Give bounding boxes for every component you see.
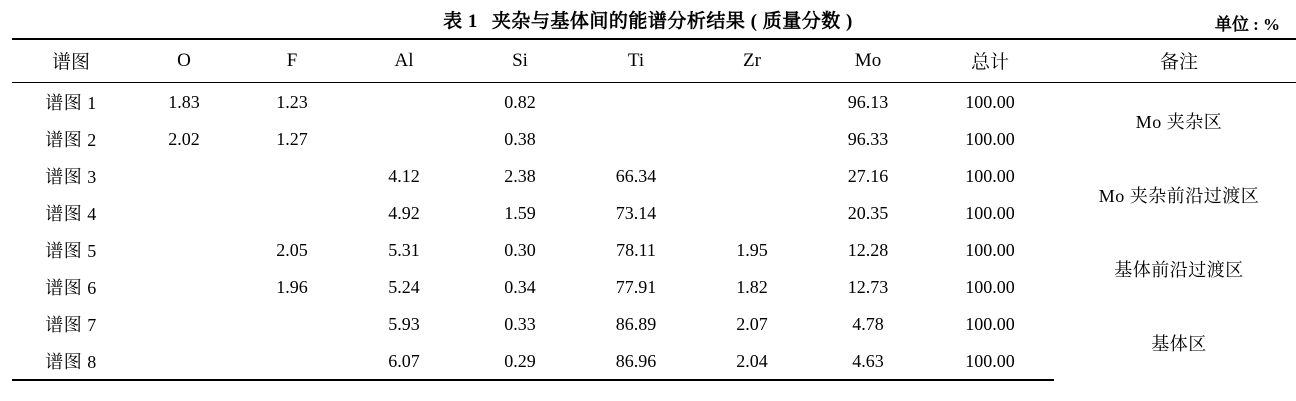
cell-ti bbox=[578, 83, 694, 121]
cell-f: 1.27 bbox=[276, 128, 308, 149]
cell-zr: 2.04 bbox=[694, 342, 810, 380]
cell-f: 1.96 bbox=[276, 276, 308, 297]
cell-al: 5.24 bbox=[388, 276, 420, 297]
cell-note: 基体区 bbox=[1151, 334, 1207, 354]
cell-al: 4.12 bbox=[388, 165, 420, 186]
cell-name: 谱图 8 bbox=[12, 342, 130, 380]
cell-total: 100.00 bbox=[965, 276, 1015, 297]
col-header-total: 总计 bbox=[926, 39, 1054, 83]
cell-o bbox=[130, 268, 238, 305]
cell-al: 4.92 bbox=[388, 202, 420, 223]
col-header-ti: Ti bbox=[578, 39, 694, 83]
col-header-zr: Zr bbox=[694, 39, 810, 83]
table-title: 夹杂与基体间的能谱分析结果 ( 质量分数 ) bbox=[491, 11, 853, 32]
cell-o bbox=[130, 305, 238, 342]
col-header-name: 谱图 bbox=[12, 39, 130, 83]
cell-zr bbox=[694, 194, 810, 231]
cell-name: 谱图 6 bbox=[45, 278, 97, 298]
cell-total: 100.00 bbox=[965, 128, 1015, 149]
cell-f: 2.05 bbox=[276, 239, 308, 260]
cell-ti bbox=[578, 120, 694, 157]
cell-ti: 66.34 bbox=[615, 165, 657, 186]
cell-o bbox=[130, 231, 238, 268]
col-header-note: 备注 bbox=[1054, 39, 1296, 83]
table-row bbox=[12, 83, 1296, 121]
cell-f bbox=[238, 157, 346, 194]
cell-total: 100.00 bbox=[965, 239, 1015, 260]
cell-si: 0.33 bbox=[504, 313, 536, 334]
table-number: 表 1 bbox=[443, 11, 478, 32]
cell-note: 基体前沿过渡区 bbox=[1114, 259, 1244, 280]
cell-zr: 1.82 bbox=[736, 276, 768, 297]
cell-al bbox=[346, 120, 462, 157]
cell-name: 谱图 2 bbox=[45, 130, 97, 150]
cell-mo: 96.13 bbox=[847, 91, 889, 112]
cell-o: 2.02 bbox=[168, 128, 200, 149]
table-header bbox=[12, 39, 1296, 83]
cell-zr bbox=[694, 120, 810, 157]
cell-zr: 1.95 bbox=[736, 239, 768, 260]
cell-o bbox=[130, 342, 238, 380]
cell-zr bbox=[694, 157, 810, 194]
cell-f: 1.23 bbox=[276, 91, 308, 112]
table-row bbox=[12, 305, 1296, 342]
cell-mo: 4.78 bbox=[852, 313, 884, 334]
cell-si: 0.30 bbox=[504, 239, 536, 260]
cell-mo: 12.73 bbox=[847, 276, 889, 297]
cell-total: 100.00 bbox=[965, 91, 1015, 112]
cell-zr bbox=[694, 83, 810, 121]
cell-o bbox=[130, 157, 238, 194]
table-unit-label: 单位 : % bbox=[1214, 15, 1280, 34]
col-header-al: Al bbox=[346, 39, 462, 83]
cell-mo: 4.63 bbox=[810, 342, 926, 380]
cell-si: 0.82 bbox=[504, 91, 536, 112]
cell-name: 谱图 3 bbox=[45, 167, 97, 187]
col-header-si: Si bbox=[462, 39, 578, 83]
cell-total: 100.00 bbox=[965, 165, 1015, 186]
cell-note: Mo 夹杂区 bbox=[1135, 111, 1223, 132]
cell-total: 100.00 bbox=[926, 342, 1054, 380]
cell-si: 0.29 bbox=[462, 342, 578, 380]
cell-al bbox=[346, 83, 462, 121]
cell-o bbox=[130, 194, 238, 231]
cell-name: 谱图 5 bbox=[45, 241, 97, 261]
col-header-mo: Mo bbox=[810, 39, 926, 83]
cell-name: 谱图 1 bbox=[45, 93, 97, 113]
cell-ti: 77.91 bbox=[615, 276, 657, 297]
cell-si: 1.59 bbox=[504, 202, 536, 223]
table-header-row bbox=[12, 39, 1296, 83]
cell-ti: 86.96 bbox=[578, 342, 694, 380]
cell-zr: 2.07 bbox=[736, 313, 768, 334]
spectrum-analysis-table bbox=[12, 38, 1296, 381]
col-header-o: O bbox=[130, 39, 238, 83]
cell-si: 2.38 bbox=[504, 165, 536, 186]
table-caption bbox=[443, 6, 853, 33]
cell-mo: 27.16 bbox=[847, 165, 889, 186]
cell-si: 0.34 bbox=[504, 276, 536, 297]
cell-name: 谱图 7 bbox=[45, 315, 97, 335]
table-row bbox=[12, 157, 1296, 194]
table-body bbox=[12, 83, 1296, 381]
cell-mo: 12.28 bbox=[847, 239, 889, 260]
cell-mo: 20.35 bbox=[847, 202, 889, 223]
cell-total: 100.00 bbox=[965, 202, 1015, 223]
cell-f bbox=[238, 305, 346, 342]
cell-f bbox=[238, 194, 346, 231]
col-header-f: F bbox=[238, 39, 346, 83]
cell-name: 谱图 4 bbox=[45, 204, 97, 224]
cell-o: 1.83 bbox=[168, 91, 200, 112]
cell-ti: 86.89 bbox=[615, 313, 657, 334]
cell-al: 5.31 bbox=[388, 239, 420, 260]
table-caption-row bbox=[12, 6, 1284, 36]
cell-mo: 96.33 bbox=[847, 128, 889, 149]
cell-total: 100.00 bbox=[965, 313, 1015, 334]
cell-si: 0.38 bbox=[504, 128, 536, 149]
cell-note: Mo 夹杂前沿过渡区 bbox=[1098, 185, 1260, 206]
cell-al: 5.93 bbox=[388, 313, 420, 334]
cell-f bbox=[238, 342, 346, 380]
cell-ti: 78.11 bbox=[616, 239, 656, 260]
cell-al: 6.07 bbox=[346, 342, 462, 380]
table-row bbox=[12, 231, 1296, 268]
cell-ti: 73.14 bbox=[615, 202, 657, 223]
